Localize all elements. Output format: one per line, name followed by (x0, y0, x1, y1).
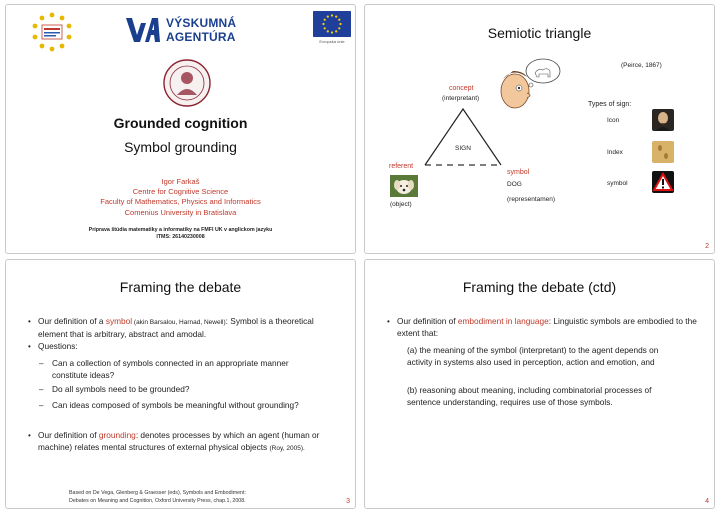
referent-label: referent (389, 163, 414, 170)
agency-mark-icon (124, 15, 162, 45)
highlight-embodiment: embodiment in language (457, 316, 549, 326)
eu-caption: Evropská únie (319, 39, 345, 44)
warning-sign-icon (652, 171, 674, 193)
dog-word: DOG (507, 181, 522, 188)
condition-a: (a) the meaning of the symbol (interpretant) to the agent depends on activity in systems also used in perception, action and emotion, and (407, 345, 659, 367)
slide-framing-debate (5, 259, 356, 509)
text-run: : denotes processes by which an agent (human or machine) relates mental structures of external physical objects (38, 430, 320, 452)
bullet-icon: • (387, 317, 390, 326)
text-run: : Symbol is a theoretical element that is arbitrary, abstract and amodal. (38, 316, 314, 339)
author-name: Igor Farkaš (161, 177, 200, 186)
reference-line-1: Based on De Vega, Glenberg & Graesser (eds), Symbols and Embodiment: (69, 490, 246, 496)
text-run: Our definition of (397, 316, 458, 326)
affiliation-university: Comenius University in Bratislava (124, 208, 237, 217)
representamen-label: (representamen) (507, 196, 556, 203)
highlight-symbol: symbol (105, 316, 133, 326)
presentation-title: Grounded cognition (113, 115, 248, 131)
portrait-icon (652, 109, 674, 131)
semiotic-triangle-diagram (415, 103, 525, 173)
affiliation-faculty: Faculty of Mathematics, Physics and Informatics (100, 197, 261, 206)
interpretant-label: (interpretant) (442, 95, 480, 102)
highlight-grounding: grounding (98, 430, 136, 440)
symbol-label: symbol (507, 169, 530, 176)
citation: (akin Barsalou, Harnad, Newell) (132, 319, 226, 326)
footprints-icon (652, 141, 674, 163)
page-number: 3 (346, 498, 350, 505)
agency-logo (124, 13, 254, 47)
eu-flag-icon (313, 11, 351, 37)
agency-name-line2: AGENTÚRA (166, 30, 236, 44)
types-of-sign-heading: Types of sign: (588, 101, 632, 108)
dog-photo-icon (390, 175, 418, 197)
agency-name-line1: VÝSKUMNÁ (166, 16, 237, 30)
symbol-definition (38, 316, 343, 340)
faculty-logo (24, 10, 80, 54)
slide-heading: Framing the debate (119, 279, 242, 295)
itms-code: ITMS: 26140230008 (156, 234, 205, 240)
dash-icon: – (39, 401, 44, 410)
dash-icon: – (39, 359, 44, 368)
reference-line-2: Debates on Meaning and Cognition, Oxford University Press, chap.1, 2008. (69, 498, 246, 504)
bullet-icon: • (28, 317, 31, 326)
project-line: Príprava štúdia matematiky a informatiky na FMFI UK v anglickom jazyku (88, 227, 273, 233)
presentation-subtitle: Symbol grounding (124, 139, 237, 155)
sign-label: SIGN (455, 145, 471, 152)
condition-b: (b) reasoning about meaning, including combinatorial processes of sentence understanding, requires use of those symbols. (407, 385, 652, 407)
slide-heading: Framing the debate (ctd) (462, 279, 617, 295)
page-number: 2 (705, 243, 709, 250)
slide-framing-debate-ctd (364, 259, 715, 509)
type-index-label: Index (607, 149, 623, 156)
citation: (Peirce, 1867) (621, 62, 662, 69)
text-run: Our definition of a (38, 316, 106, 326)
question-3: Can ideas composed of symbols be meaningful without grounding? (52, 400, 299, 410)
bullet-icon: • (28, 342, 31, 351)
page-number: 4 (705, 498, 709, 505)
embodiment-definition (397, 316, 702, 339)
grounding-definition (38, 430, 338, 454)
type-icon-label: Icon (607, 117, 620, 124)
affiliation-centre: Centre for Cognitive Science (132, 187, 229, 196)
slide-title (5, 4, 356, 254)
slide-heading: Semiotic triangle (487, 25, 592, 41)
slide-semiotic-triangle (364, 4, 715, 254)
university-seal-icon (163, 59, 211, 107)
type-symbol-label: symbol (607, 180, 628, 187)
dash-icon: – (39, 385, 44, 394)
question-1: Can a collection of symbols connected in an appropriate manner constitute ideas? (52, 358, 289, 380)
text-run: : Linguistic symbols are embodied to the extent that: (397, 316, 697, 338)
bullet-icon: • (28, 431, 31, 440)
object-label: (object) (390, 201, 412, 208)
concept-label: concept (449, 85, 474, 92)
question-2: Do all symbols need to be grounded? (52, 384, 190, 394)
text-run: Our definition of (38, 430, 99, 440)
questions-heading: Questions: (38, 341, 78, 351)
citation: (Roy, 2005). (269, 444, 305, 452)
